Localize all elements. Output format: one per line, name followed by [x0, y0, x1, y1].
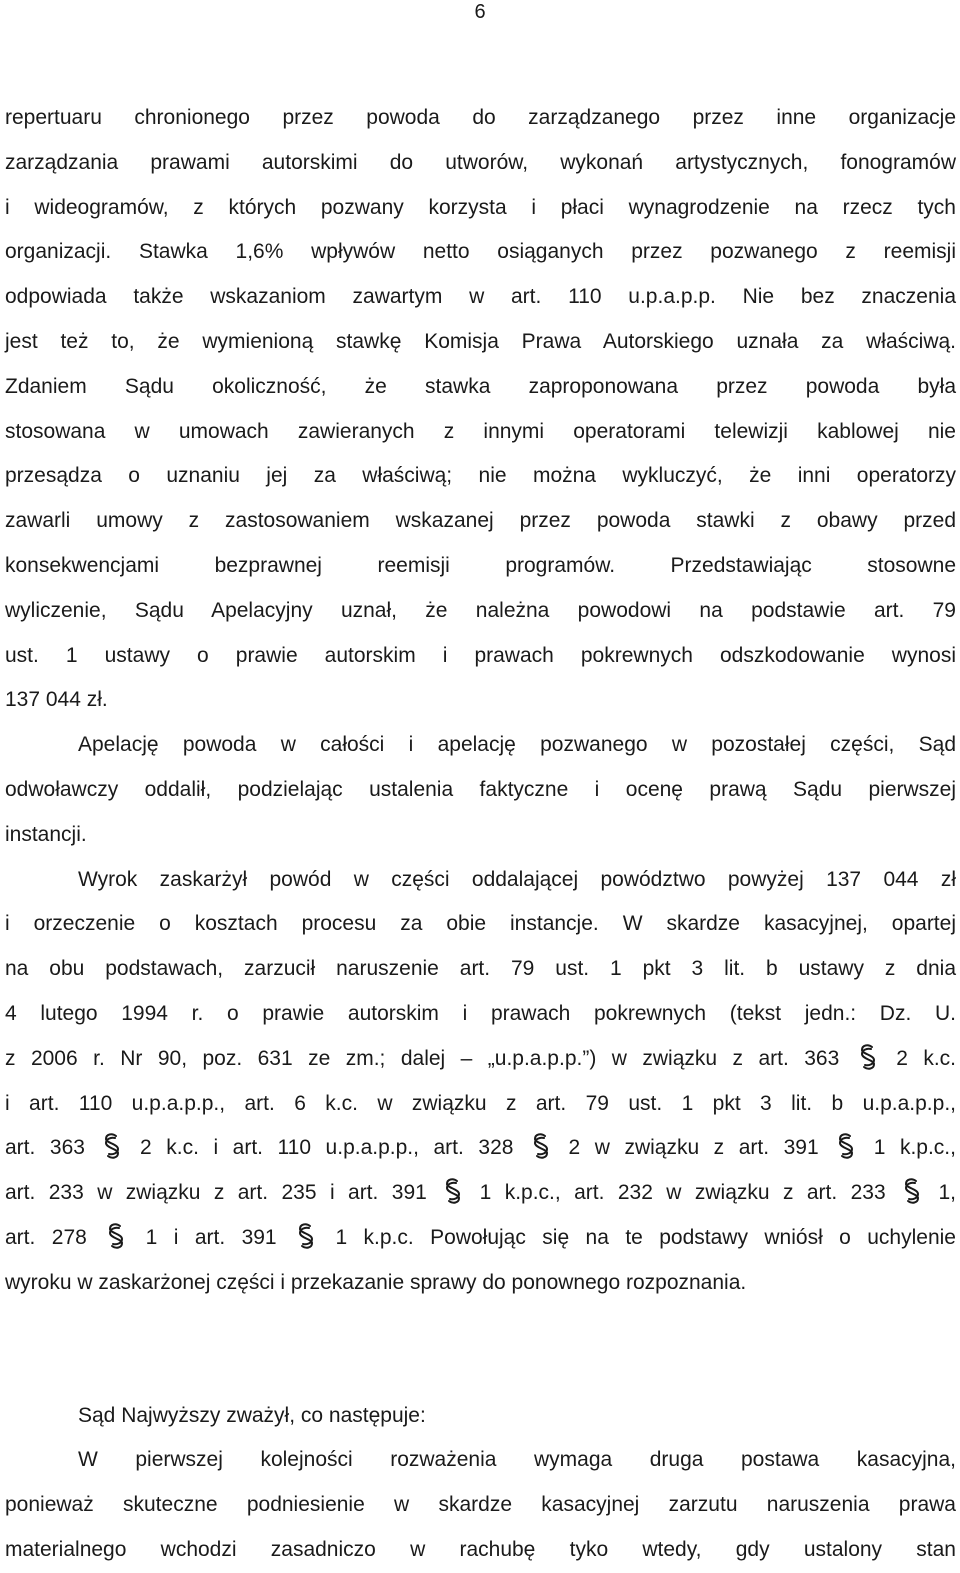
text-line: materialnego wchodzi zasadniczo w rachubę tyko wtedy, gdy ustalony stan — [5, 1537, 956, 1561]
text-line: stosowana w umowach zawieranych z innymi operatorami telewizji kablowej nie — [5, 419, 956, 443]
text-line: art. 363 2 k.c. i art. 110 u.p.a.p.p., art. 328 2 w związku z art. 391 1 k.p.c., — [5, 1126, 956, 1171]
paragraph-gap — [5, 1350, 956, 1394]
text-line: i wideogramów, z których pozwany korzysta i płaci wynagrodzenie na rzecz tych — [5, 195, 956, 219]
section-sign-icon — [440, 1177, 466, 1205]
text-line: 4 lutego 1994 r. o prawie autorskim i prawach pokrewnych (tekst jedn.: Dz. U. — [5, 1001, 956, 1025]
section-sign-icon — [99, 1132, 125, 1160]
section-sign-icon — [833, 1132, 859, 1160]
text-line: odpowiada także wskazaniom zawartym w art. 110 u.p.a.p.p. Nie bez znaczenia — [5, 285, 956, 309]
paragraph-p4 — [5, 1394, 956, 1439]
text-line: ponieważ skuteczne podniesienie w skardze kasacyjnej zarzutu naruszenia prawa — [5, 1493, 956, 1517]
text-line: na obu podstawach, zarzucił naruszenie art. 79 ust. 1 pkt 3 lit. b ustawy z dnia — [5, 957, 956, 981]
section-sign-icon — [855, 1043, 881, 1071]
page-number: 6 — [474, 1, 486, 23]
text-line: wyliczenie, Sądu Apelacyjny uznał, że należna powodowi na podstawie art. 79 — [5, 598, 956, 622]
paragraph-p2 — [5, 723, 956, 857]
paragraph-p5 — [5, 1438, 956, 1572]
text-line: Zdaniem Sądu okoliczność, że stawka zaproponowana przez powoda była — [5, 374, 956, 398]
paragraph-p1 — [5, 96, 956, 723]
text-line: Sąd Najwyższy zważył, co następuje: — [78, 1403, 426, 1427]
text-line: jest też to, że wymienioną stawkę Komisja Prawa Autorskiego uznała za właściwą. — [5, 329, 956, 353]
text-line: i art. 110 u.p.a.p.p., art. 6 k.c. w związku z art. 79 ust. 1 pkt 3 lit. b u.p.a.p.p., — [5, 1091, 956, 1115]
text-line: i orzeczenie o kosztach procesu za obie instancje. W skardze kasacyjnej, opartej — [5, 912, 956, 936]
section-sign-icon — [899, 1177, 925, 1205]
text-line: wyroku w zaskarżonej części i przekazanie sprawy do ponownego rozpoznania. — [5, 1270, 747, 1294]
text-line: Wyrok zaskarżył powód w części oddalającej powództwo powyżej 137 044 zł — [78, 867, 956, 891]
text-line: art. 278 1 i art. 391 1 k.p.c. Powołując się na te podstawy wniósł o uchylenie — [5, 1216, 956, 1261]
section-sign-icon — [103, 1222, 129, 1250]
text-line: z 2006 r. Nr 90, poz. 631 ze zm.; dalej – „u.p.a.p.p.”) w związku z art. 363 2 k.c. — [5, 1037, 956, 1082]
text-line: zarządzania prawami autorskimi do utworów, wykonań artystycznych, fonogramów — [5, 150, 956, 174]
paragraph-p3 — [5, 858, 956, 1306]
text-line: Apelację powoda w całości i apelację pozwanego w pozostałej części, Sąd — [78, 733, 956, 757]
text-line: W pierwszej kolejności rozważenia wymaga druga postawa kasacyjna, — [78, 1448, 956, 1472]
text-line: repertuaru chronionego przez powoda do zarządzanego przez inne organizacje — [5, 106, 956, 129]
text-line: 137 044 zł. — [5, 688, 108, 712]
text-line: przesądza o uznaniu jej za właściwą; nie można wykluczyć, że inni operatorzy — [5, 464, 956, 488]
text-line: organizacji. Stawka 1,6% wpływów netto osiąganych przez pozwanego z reemisji — [5, 240, 956, 264]
paragraph-gap — [5, 1306, 956, 1350]
text-line: konsekwencjami bezprawnej reemisji programów. Przedstawiając stosowne — [5, 553, 956, 577]
text-line: ust. 1 ustawy o prawie autorskim i prawach pokrewnych odszkodowanie wynosi — [5, 643, 956, 667]
text-line: instancji. — [5, 822, 87, 846]
section-sign-icon — [293, 1222, 319, 1250]
document-body — [5, 96, 956, 1573]
text-line: zawarli umowy z zastosowaniem wskazanej przez powoda stawki z obawy przed — [5, 509, 956, 533]
text-line: odwoławczy oddalił, podzielając ustalenia faktyczne i ocenę prawą Sądu pierwszej — [5, 777, 956, 801]
text-line: art. 233 w związku z art. 235 i art. 391 1 k.p.c., art. 232 w związku z art. 233 1, — [5, 1171, 956, 1216]
section-sign-icon — [528, 1132, 554, 1160]
